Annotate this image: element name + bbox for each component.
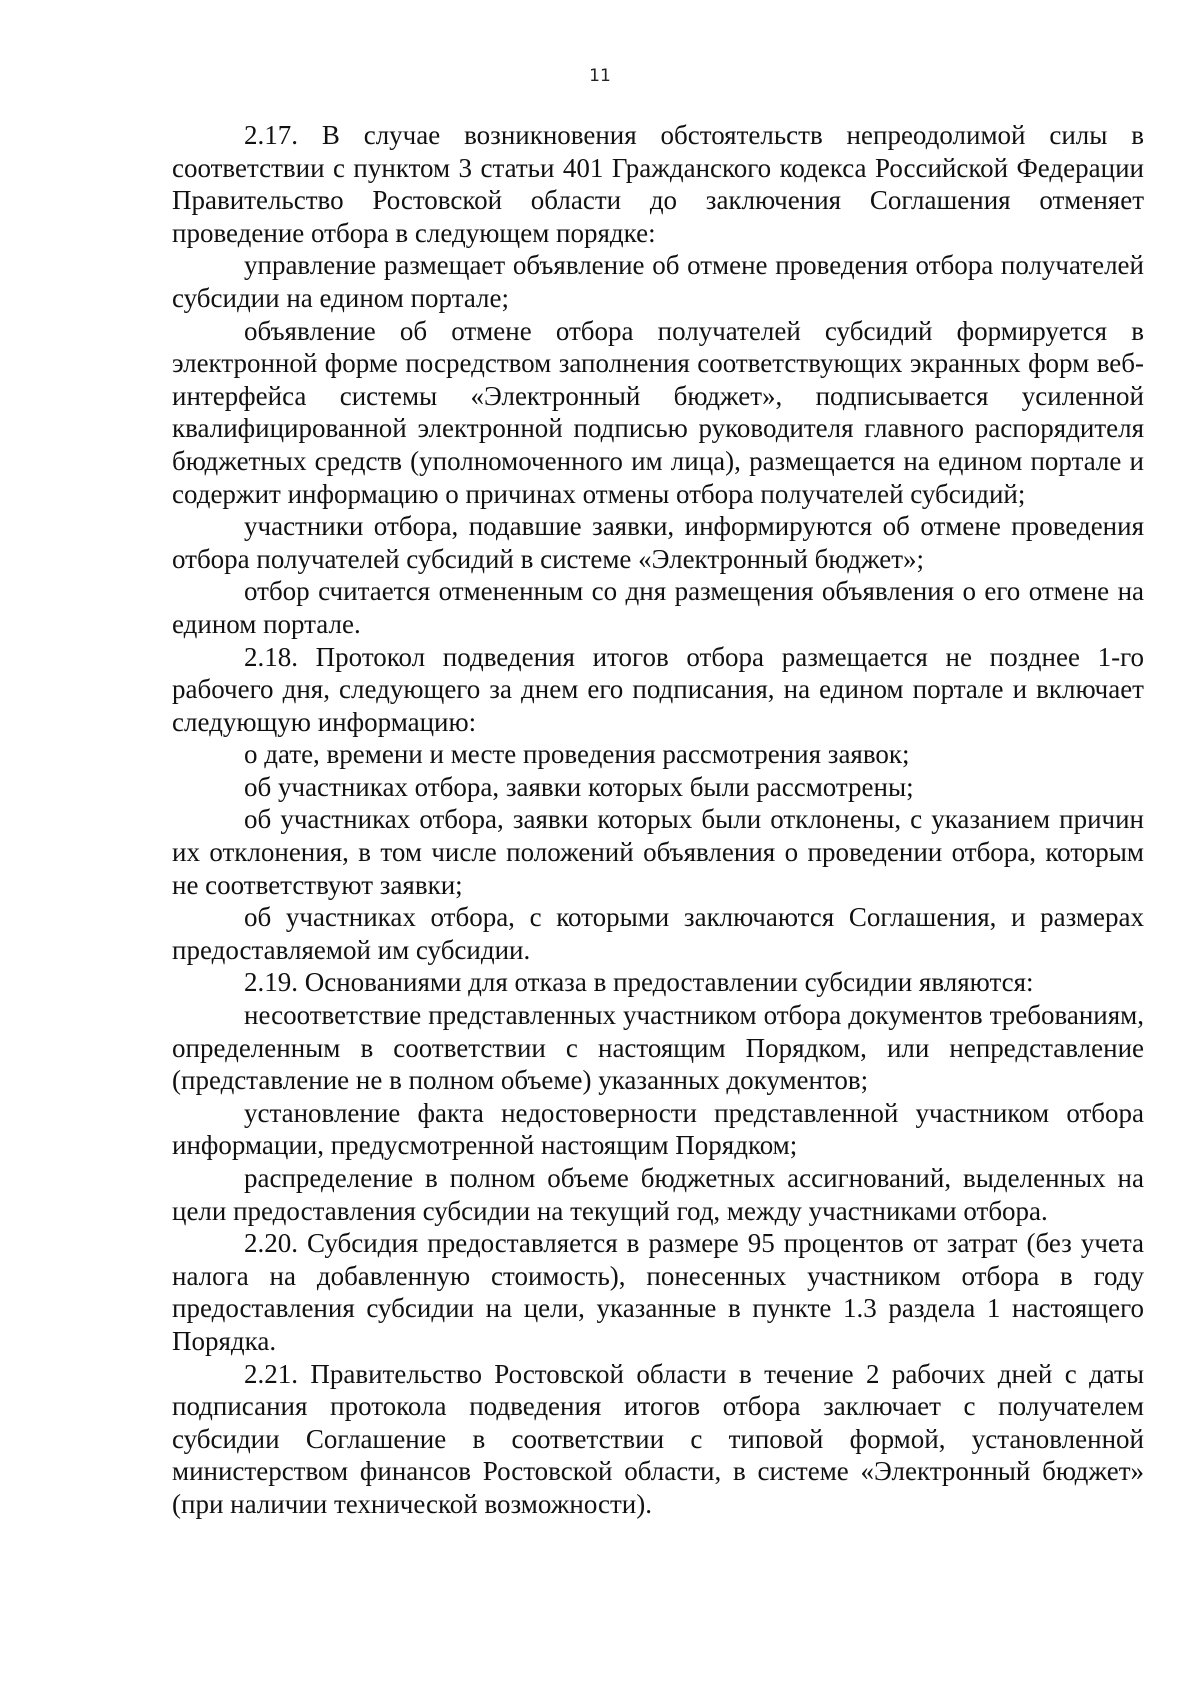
paragraph-announcement-placement: управление размещает объявление об отмене проведения отбора получателей субсидии на едином портале; <box>172 250 1144 313</box>
paragraph-rejected-participants: об участниках отбора, заявки которых были отклонены, с указанием причин их отклонения, в том числе положений объявления о проведении отбора, которым не соответствуют заявки; <box>172 804 1144 900</box>
paragraph-document-mismatch: несоответствие представленных участником отбора документов требованиям, определенным в соответствии с настоящим Порядком, или непредставление (представление не в полном объеме) указанных документов; <box>172 1000 1144 1096</box>
paragraph-2-18: 2.18. Протокол подведения итогов отбора размещается не позднее 1-го рабочего дня, следующего за днем его подписания, на едином портале и включает следующую информацию: <box>172 641 1144 737</box>
paragraph-2-17: 2.17. В случае возникновения обстоятельств непреодолимой силы в соответствии с пунктом 3 статьи 401 Гражданского кодекса Российской Федерации Правительство Ростовской области до заключения Соглашения отменяет проведение отбора в следующем порядке: <box>172 120 1144 248</box>
page-number: 11 <box>589 66 611 86</box>
paragraph-unreliable-information: установление факта недостоверности представленной участником отбора информации, предусмотренной настоящим Порядком; <box>172 1097 1144 1161</box>
paragraph-2-19: 2.19. Основаниями для отказа в предоставлении субсидии являются: <box>244 967 1034 998</box>
paragraph-review-date: о дате, времени и месте проведения рассмотрения заявок; <box>244 739 910 770</box>
paragraph-participants-informed: участники отбора, подавшие заявки, информируются об отмене проведения отбора получателей субсидий в системе «Электронный бюджет»; <box>172 511 1144 574</box>
paragraph-2-21: 2.21. Правительство Ростовской области в течение 2 рабочих дней с даты подписания протокола подведения итогов отбора заключает с получателем субсидии Соглашение в соответствии с типовой формой, установленной министерством финансов Ростовской области, в системе «Электронный бюджет» (при наличии технической возможности). <box>172 1358 1144 1519</box>
paragraph-agreement-participants: об участниках отбора, с которыми заключаются Соглашения, и размерах предоставляемой им субсидии. <box>172 902 1144 965</box>
paragraph-announcement-form: объявление об отмене отбора получателей субсидий формируется в электронной форме посредством заполнения соответствующих экранных форм веб-интерфейса системы «Электронный бюджет», подписывается усиленной квалифицированной электронной подписью руководителя главного распорядителя бюджетных средств (уполномоченного им лица), размещается на едином портале и содержит информацию о причинах отмены отбора получателей субсидий; <box>172 315 1144 509</box>
paragraph-budget-allocated: распределение в полном объеме бюджетных ассигнований, выделенных на цели предоставления субсидии на текущий год, между участниками отбора. <box>172 1163 1144 1226</box>
document-body <box>172 119 1144 1521</box>
paragraph-selection-cancelled: отбор считается отмененным со дня размещения объявления о его отмене на едином портале. <box>172 576 1144 639</box>
paragraph-2-20: 2.20. Субсидия предоставляется в размере 95 процентов от затрат (без учета налога на добавленную стоимость), понесенных участником отбора в году предоставления субсидии на цели, указанные в пункте 1.3 раздела 1 настоящего Порядка. <box>172 1228 1144 1356</box>
paragraph-reviewed-participants: об участниках отбора, заявки которых были рассмотрены; <box>244 771 914 802</box>
